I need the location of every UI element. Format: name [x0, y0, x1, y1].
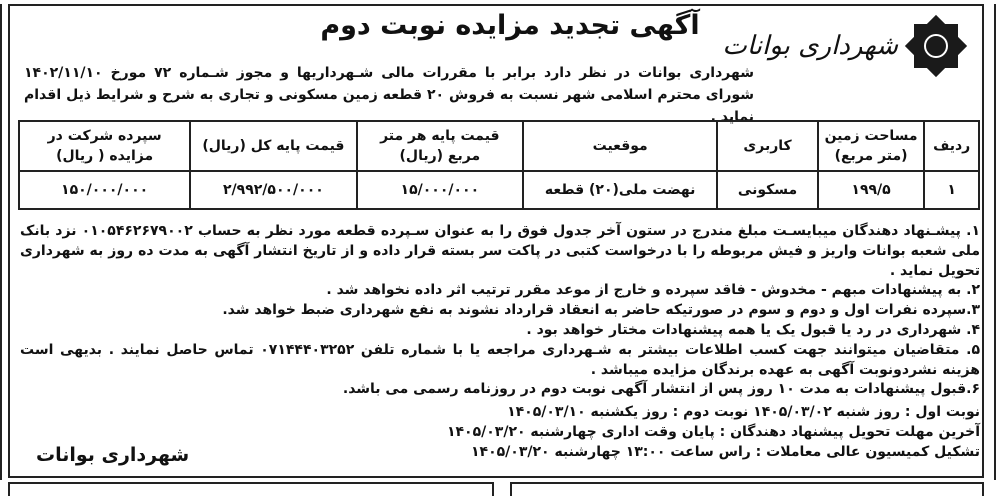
right-column-rule	[994, 4, 996, 480]
left-column-rule	[0, 4, 2, 480]
next-ad-border-left	[8, 482, 494, 496]
header-location: موقعیت	[523, 121, 717, 171]
header-total-price: قیمت پایه کل (ریال)	[190, 121, 356, 171]
logo-text: شهرداری بوانات	[722, 31, 898, 61]
notice-title: آگهی تجدید مزایده نوبت دوم	[320, 10, 700, 41]
schedule-commission: تشکیل کمیسیون عالی معاملات : راس ساعت ۱۳:۰۰ چهارشنبه ۱۴۰۵/۰۳/۲۰	[471, 444, 980, 460]
term-item: ۴. شهرداری در رد یا قبول یک یا همه پیشنهادات مختار خواهد بود .	[526, 321, 980, 338]
intro-paragraph: شهرداری بوانات در نظر دارد برابر با مقررات مالی شـهرداریها و مجوز شـماره ۷۲ مورخ ۱۴۰۲/۱۱/۱۰ شورای محترم اسلامی شهر نسبت به فروش ۲۰ قطعه زمین مسکونی و تجاری به شرح و شرایط ذیل اقدام نماید .	[24, 65, 755, 125]
auction-table	[18, 120, 980, 210]
cell-use: مسکونی	[717, 171, 818, 209]
header-use: کاربری	[717, 121, 818, 171]
term-item: ۱. پیشـنهاد دهندگان میبایسـت مبلغ مندرج در ستون آخر جدول فوق را به عنوان سـپرده قطعه مورد نظر به حساب ۰۱۰۵۴۶۲۶۷۹۰۰۲ نزد بانک ملی شعبه بوانات واریز و فیش مربوطه را با درخواست کتبی در پاکت سر بسته قرار داده و از تاریخ انتشار آگهی به مدت ده روز به شهرداری تحویل نماید .	[20, 223, 980, 279]
cell-total-price: ۲/۹۹۲/۵۰۰/۰۰۰	[190, 171, 356, 209]
cell-row-number: ۱	[924, 171, 979, 209]
table-row	[19, 171, 979, 209]
signature: شهرداری بوانات	[36, 444, 190, 466]
terms-list	[20, 222, 980, 400]
term-item: ۳.سپرده نفرات اول و دوم و سوم در صورتیکه حاضر به انعقاد قرارداد نشوند به نفع شهرداری ضبط خواهد شد.	[222, 302, 980, 319]
schedule-deadline: آخرین مهلت تحویل پیشنهاد دهندگان : پایان وقت اداری چهارشنبه ۱۴۰۵/۰۳/۲۰	[446, 424, 980, 440]
cell-area: ۱۹۹/۵	[818, 171, 924, 209]
header-row-number: ردیف	[924, 121, 979, 171]
emblem-icon	[908, 18, 964, 74]
cell-deposit: ۱۵۰/۰۰۰/۰۰۰	[19, 171, 190, 209]
table-header-row	[19, 121, 979, 171]
term-item: ۲. به پیشنهادات مبهم - مخدوش - فاقد سپرده و خارج از موعد مقرر ترتیب اثر داده نخواهد شد .	[326, 282, 980, 299]
term-item: ۶.قبول پیشنهادات به مدت ۱۰ روز پس از انتشار آگهی نوبت دوم در روزنامه رسمی می باشد.	[342, 381, 980, 398]
next-ad-border-right	[510, 482, 984, 496]
cell-price-per-m2: ۱۵/۰۰۰/۰۰۰	[357, 171, 523, 209]
cell-location: نهضت ملی(۲۰) قطعه	[523, 171, 717, 209]
header-deposit: سپرده شرکت در مزایده ( ریال)	[19, 121, 190, 171]
term-item: ۵. متقاضیان میتوانند جهت کسب اطلاعات بیشتر به شـهرداری مراجعه یا با شماره تلفن ۰۷۱۴۴۴۰۳۲۵۲ تماس حاصل نمایند . بدیهی است هزینه نشردونوبت آگهی به عهده برندگان مزایده میباشد .	[20, 341, 980, 378]
header-area: مساحت زمین (متر مربع)	[818, 121, 924, 171]
schedule	[280, 402, 980, 462]
schedule-publication-dates: نوبت اول : روز شنبه ۱۴۰۵/۰۳/۰۲ نوبت دوم : روز یکشنبه ۱۴۰۵/۰۳/۱۰	[507, 404, 980, 420]
header-price-per-m2: قیمت پایه هر متر مربع (ریال)	[357, 121, 523, 171]
municipality-logo	[722, 18, 964, 74]
